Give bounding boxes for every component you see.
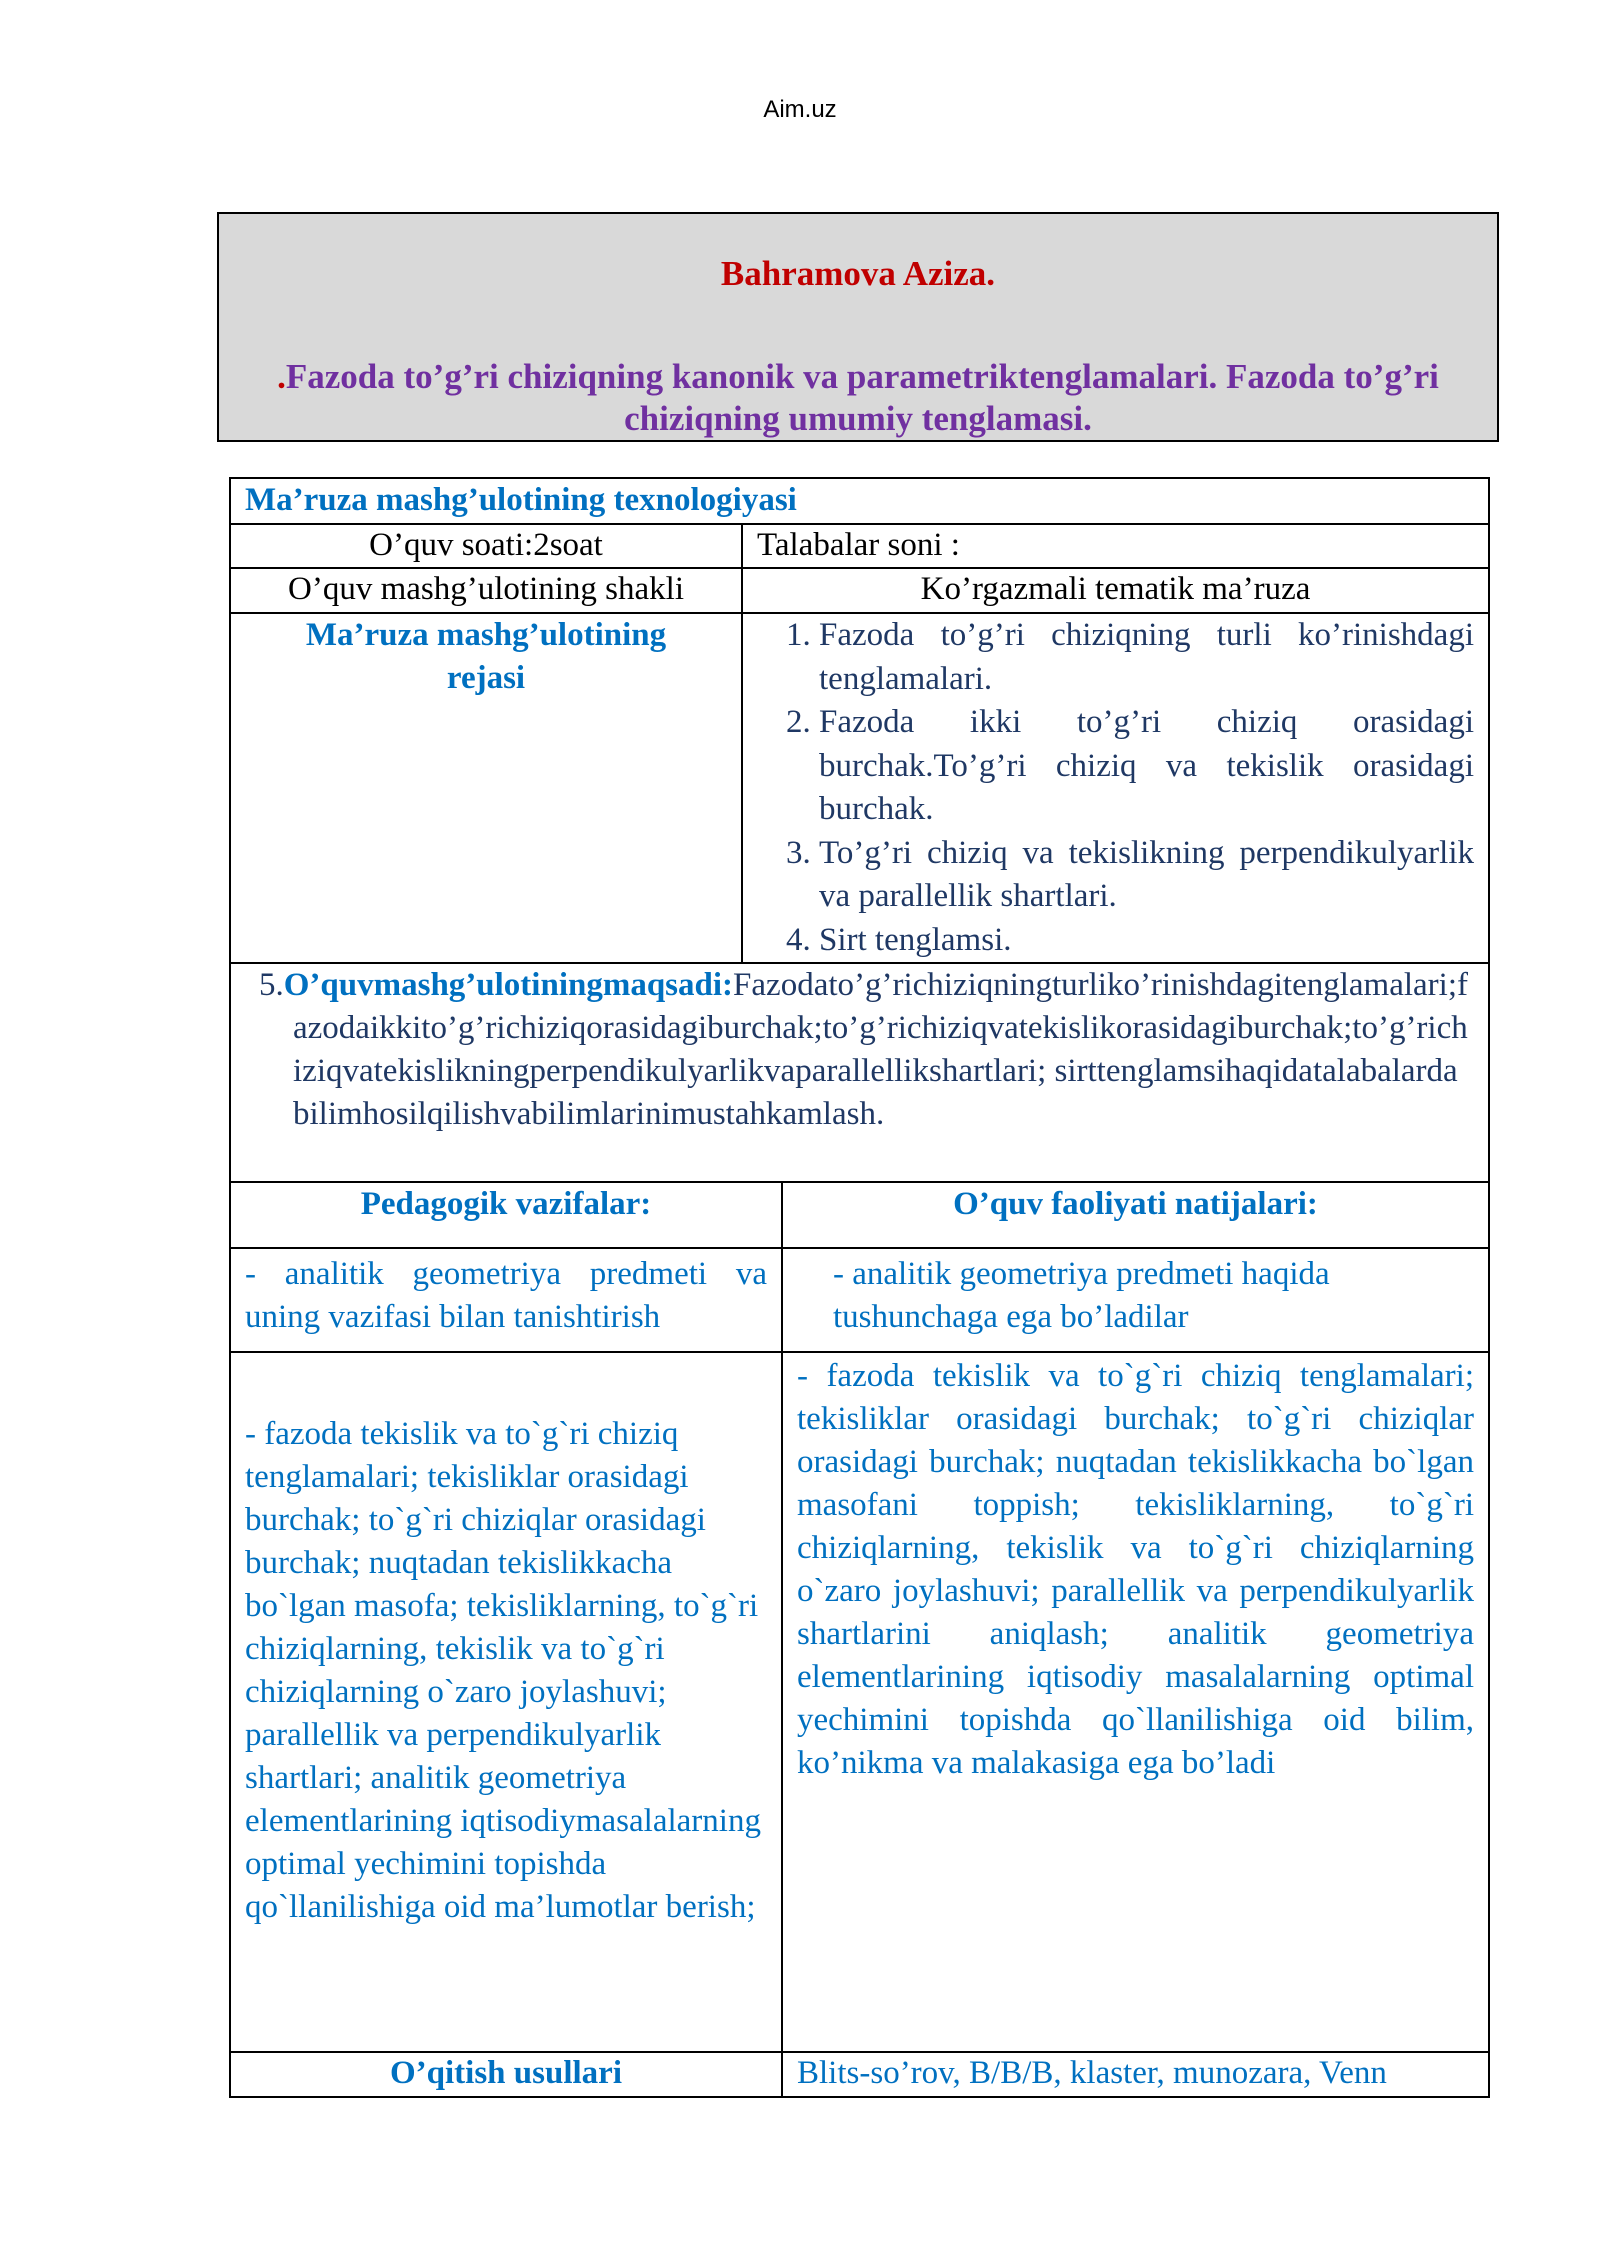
lesson-technology-table xyxy=(229,477,1490,2098)
learning-result-1: - analitik geometriya predmeti haqida tushunchaga ega bo’ladilar xyxy=(782,1248,1489,1352)
plan-item: 1. Fazoda to’g’ri chiziqning turli ko’rinishdagi tenglamalari. xyxy=(819,614,1474,701)
pedagogic-task-1: - analitik geometriya predmeti va uning vazifasi bilan tanishtirish xyxy=(230,1248,782,1352)
lesson-goal xyxy=(230,963,1489,1182)
pedagogic-task-2: - fazoda tekislik va to`g`ri chiziq tenglamalari; tekisliklar orasidagi burchak; to`g`ri chiziqlar orasidagi burchak; nuqtadan tekislikkacha bo`lgan masofa; tekisliklarning, to`g`ri chiziqlarning, tekislik va to`g`ri chiziqlarning o`zaro joylashuvi; parallellik va perpendikulyarlik shartlari; analitik geometriya elementlarining iqtisodiymasalalarning optimal yechimini topishda qo`llanilishiga oid ma’lumotlar berish; xyxy=(230,1352,782,2052)
lecture-topic xyxy=(231,356,1485,440)
lesson-form-value: Ko’rgazmali tematik ma’ruza xyxy=(742,568,1489,613)
table-row xyxy=(230,524,1489,568)
goal-text: Fazodato’g’richiziqningturliko’rinishdagitenglamalari;fazodaikkito’g’richiziqorasidagiburchak;to’g’richiziqvatekislikorasidagiburchak;to’g’richiziqvatekislikningperpendikulyarlikvaparallellikshartlari; sirttenglamsihaqidatalabalardabilimhosilqilishvabilimlarinimustahkamlash. xyxy=(293,967,1468,1132)
header-box xyxy=(217,212,1499,442)
pedagogic-tasks-header: Pedagogik vazifalar: xyxy=(230,1182,782,1248)
table-row xyxy=(230,1182,1489,1248)
plan-item: 4. Sirt tenglamsi. xyxy=(819,919,1474,963)
table-row xyxy=(230,2052,1489,2097)
teaching-methods-label: O’qitish usullari xyxy=(230,2052,782,2097)
learning-results-header: O’quv faoliyati natijalari: xyxy=(782,1182,1489,1248)
topic-text: Fazoda to’g’ri chiziqning kanonik va parametriktenglamalari. Fazoda to’g’ri chiziqning umumiy tenglamasi. xyxy=(285,357,1439,438)
table-row xyxy=(230,1248,1489,1352)
learning-result-2: - fazoda tekislik va to`g`ri chiziq tenglamalari; tekisliklar orasidagi burchak; to`g`ri chiziqlar orasidagi burchak; nuqtadan tekislikkacha bo`lgan masofani toppish; tekisliklarning, to`g`ri chiziqlarning, tekislik va to`g`ri chiziqlarning o`zaro joylashuvi; parallellik va perpendikulyarlik shartlarini aniqlash; analitik geometriya elementlarining iqtisodiy masalalarning optimal yechimini topishda qo`llanilishiga oid bilim, ko’nikma va malakasiga ega bo’ladi xyxy=(782,1352,1489,2052)
topic-prefix: . xyxy=(277,357,286,396)
site-name: Aim.uz xyxy=(763,96,837,123)
table-row xyxy=(230,1352,1489,2052)
author-name: Bahramova Aziza. xyxy=(720,254,996,293)
table-row xyxy=(230,963,1489,1182)
plan-label: Ma’ruza mashg’ulotining rejasi xyxy=(230,613,742,963)
plan-cell xyxy=(742,613,1489,963)
teaching-methods-value: Blits-so’rov, B/B/B, klaster, munozara, Venn xyxy=(782,2052,1489,2097)
lesson-form-label: O’quv mashg’ulotining shakli xyxy=(230,568,742,613)
goal-label: O’quvmashg’ulotiningmaqsadi: xyxy=(283,967,734,1003)
table-row xyxy=(230,613,1489,963)
students-count: Talabalar soni : xyxy=(742,524,1489,568)
goal-number: 5. xyxy=(259,967,284,1003)
study-hours: O’quv soati:2soat xyxy=(230,524,742,568)
table-row xyxy=(230,478,1489,524)
plan-item: 2. Fazoda ikki to’g’ri chiziq orasidagi burchak.To’g’ri chiziq va tekislik orasidagi burchak. xyxy=(819,701,1474,832)
plan-list xyxy=(757,614,1474,962)
plan-item: 3. To’g’ri chiziq va tekislikning perpendikulyarlik va parallellik shartlari. xyxy=(819,832,1474,919)
table-title: Ma’ruza mashg’ulotining texnologiyasi xyxy=(230,478,1489,524)
table-row xyxy=(230,568,1489,613)
